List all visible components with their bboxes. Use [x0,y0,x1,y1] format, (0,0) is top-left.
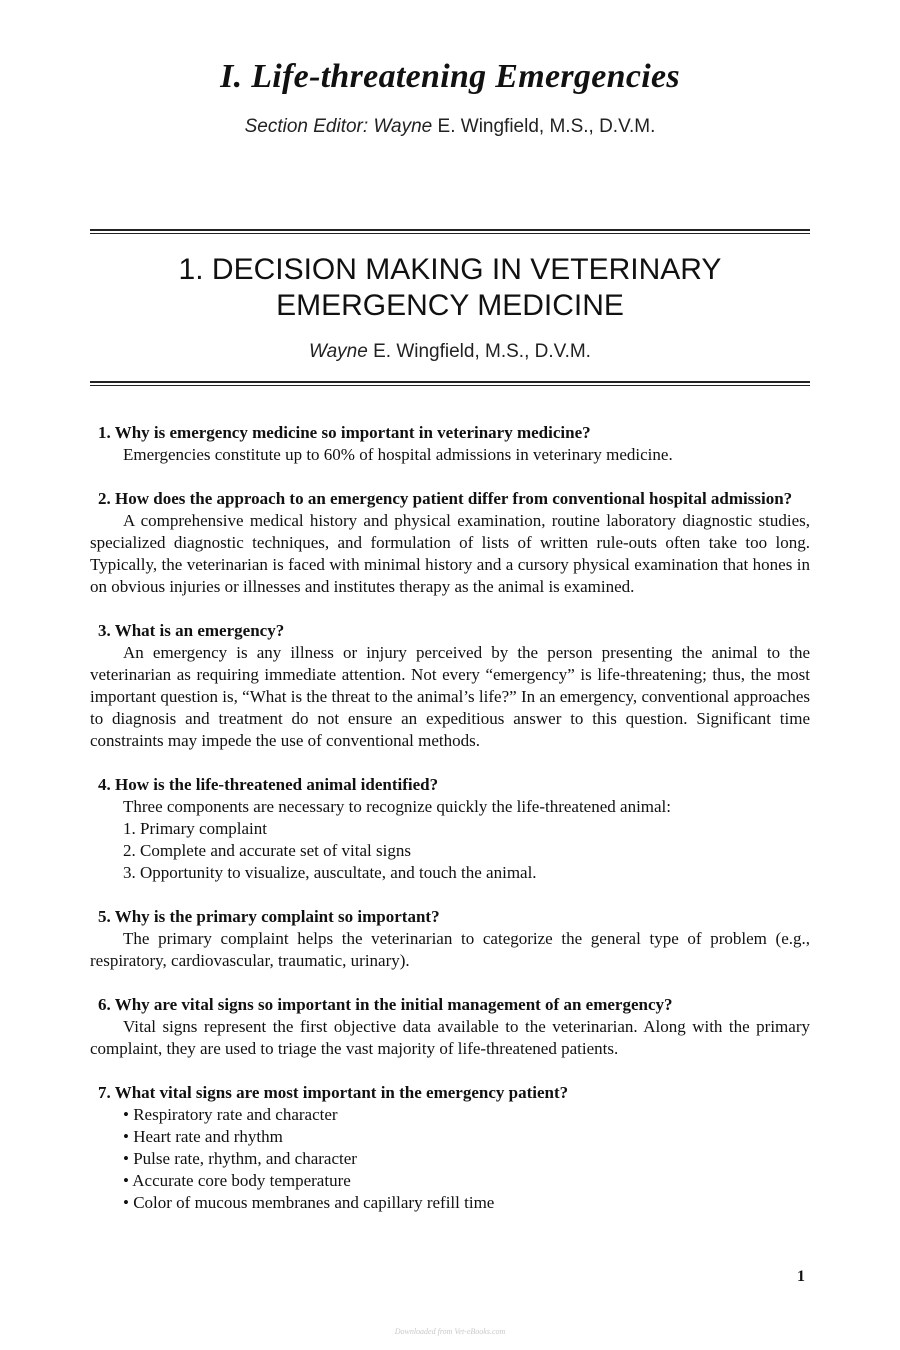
list-item: 1. Primary complaint [123,819,268,838]
section-editor-degrees: M.S., D.V.M. [549,116,656,137]
section-editor-name: E. Wingfield, [437,116,545,137]
qa-item [90,994,810,1060]
bullet-list [90,1104,810,1214]
question: 3. What is an emergency? [98,621,285,640]
list-item: 3. Opportunity to visualize, auscultate, and touch the animal. [123,863,537,882]
question: 1. Why is emergency medicine so important in veterinary medicine? [98,423,591,442]
qa-item [90,1082,810,1214]
chapter-title [0,252,900,324]
page-number: 1 [797,1268,805,1285]
question: 2. How does the approach to an emergency patient differ from conventional hospital admission? [98,489,793,508]
numbered-list [90,818,810,884]
list-item: 2. Complete and accurate set of vital signs [123,841,411,860]
section-editor-first-name: Wayne [373,116,433,137]
chapter-author [0,341,900,363]
top-divider [90,229,810,234]
answer: A comprehensive medical history and physical examination, routine laboratory diagnostic studies, specialized diagnostic techniques, and formulation of lists of written rule-outs often take too long. Typically, the veterinarian is faced with minimal history and a cursory physical examination that hones in on obvious injuries or illnesses and institutes therapy as the animal is examined. [90,511,810,596]
qa-content [90,422,810,1236]
bottom-divider [90,381,810,386]
answer: Emergencies constitute up to 60% of hospital admissions in veterinary medicine. [123,445,673,464]
list-item: • Accurate core body temperature [123,1171,351,1190]
chapter-title-line-1: 1. DECISION MAKING IN VETERINARY [178,253,722,286]
qa-item [90,774,810,884]
question: 6. Why are vital signs so important in the initial management of an emergency? [98,995,673,1014]
question: 5. Why is the primary complaint so important? [98,907,440,926]
list-item: • Respiratory rate and character [123,1105,338,1124]
chapter-author-degrees: M.S., D.V.M. [485,341,591,362]
list-item: • Color of mucous membranes and capillary refill time [123,1193,495,1212]
chapter-title-line-2: EMERGENCY MEDICINE [276,289,624,322]
watermark: Downloaded from Vet-eBooks.com [394,1327,506,1336]
answer: An emergency is any illness or injury perceived by the person presenting the animal to the veterinarian as requiring immediate attention. Not every “emergency” is life-threatening; thus, the most important question is, “What is the threat to the animal’s life?” In an emergency, conventional approaches to diagnosis and treatment do not ensure an expeditious answer to this question. Significant time constraints may impede the use of conventional methods. [90,643,810,750]
qa-item [90,620,810,752]
section-editor-label: Section Editor: [244,116,369,137]
answer: Three components are necessary to recognize quickly the life-threatened animal: [123,797,672,816]
section-editor [0,116,900,138]
chapter-author-first-name: Wayne [309,341,368,362]
chapter-author-name: E. Wingfield, [373,341,480,362]
question: 4. How is the life-threatened animal identified? [98,775,439,794]
qa-item [90,422,810,466]
list-item: • Heart rate and rhythm [123,1127,283,1146]
answer: The primary complaint helps the veterinarian to categorize the general type of problem (e.g., respiratory, cardiovascular, traumatic, urinary). [90,929,810,970]
list-item: • Pulse rate, rhythm, and character [123,1149,357,1168]
section-title: I. Life-threatening Emergencies [220,58,680,95]
qa-item [90,906,810,972]
qa-item [90,488,810,598]
question: 7. What vital signs are most important in the emergency patient? [98,1083,569,1102]
answer: Vital signs represent the first objective data available to the veterinarian. Along with the primary complaint, they are used to triage the vast majority of life-threatened patients. [90,1017,810,1058]
